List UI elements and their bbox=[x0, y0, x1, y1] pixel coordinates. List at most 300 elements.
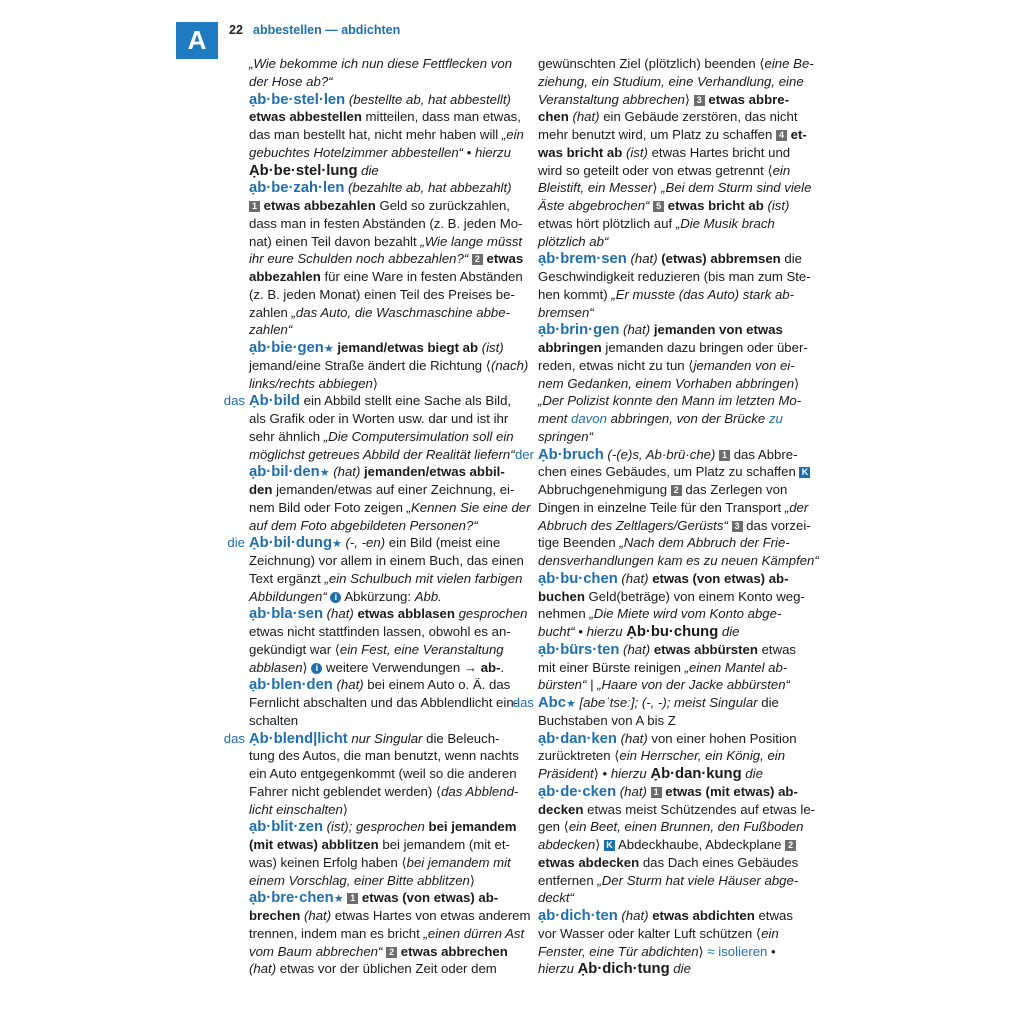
text-run: jemand/eine Straße ändert die Richtung ⟨ bbox=[249, 357, 491, 373]
italic-text: (-, -en) bbox=[341, 535, 386, 551]
italic-text: die bbox=[718, 624, 740, 639]
text-run: ⟩ bbox=[684, 91, 694, 107]
text-line bbox=[249, 428, 514, 446]
text-run: Abbruchgenehmigung bbox=[538, 482, 671, 497]
text-line bbox=[249, 517, 507, 535]
italic-text: „Die Miete wird vom Konto abge- bbox=[589, 606, 782, 622]
text-run: vor Wasser oder kalter Luft schützen ⟨ bbox=[538, 925, 762, 941]
italic-text: abblasen bbox=[249, 659, 303, 675]
text-run: das vorzei- bbox=[742, 517, 811, 533]
sense-number: 2 bbox=[671, 485, 682, 496]
italic-text: links/rechts abbiegen bbox=[249, 375, 373, 391]
text-line bbox=[249, 943, 507, 961]
text-run: was) keinen Erfolg haben ⟨ bbox=[249, 854, 407, 870]
page-number: 22 bbox=[229, 23, 243, 37]
italic-text: bürsten“ | „Haare von der Jacke abbürsten“ bbox=[538, 677, 790, 693]
text-run: ⟩ bbox=[595, 837, 605, 852]
bold-phrase: abbringen bbox=[538, 340, 602, 355]
text-run: die bbox=[757, 695, 779, 710]
text-run: etwas hört plötzlich auf bbox=[538, 215, 676, 231]
bold-phrase: (mit etwas) abblitzen bbox=[249, 837, 379, 852]
text-line bbox=[249, 641, 507, 659]
text-line bbox=[249, 960, 507, 978]
italic-text: „Wie bekomme ich nun diese Fettflecken von bbox=[249, 56, 513, 71]
italic-text: „der bbox=[784, 499, 809, 515]
bold-phrase: etwas (von etwas) ab- bbox=[648, 570, 789, 586]
text-run: • bbox=[574, 624, 587, 639]
text-line bbox=[249, 676, 511, 694]
text-line bbox=[538, 872, 799, 890]
text-line bbox=[538, 233, 786, 251]
text-run: (z. B. jeden Monat) einen Teil des Preises be- bbox=[249, 286, 515, 302]
text-line bbox=[249, 623, 511, 641]
italic-text: die bbox=[741, 766, 763, 781]
star-icon: ★ bbox=[323, 343, 334, 355]
text-line bbox=[538, 126, 807, 144]
text-run: gewünschten Ziel (plötzlich) beenden ⟨ bbox=[538, 56, 765, 71]
italic-text: (hat) bbox=[619, 322, 651, 338]
text-run: reden, etwas nicht zu tun ⟨ bbox=[538, 357, 694, 373]
italic-text: „Die Computersimulation soll ein bbox=[323, 428, 514, 444]
text-line bbox=[538, 463, 809, 481]
star-icon: ★ bbox=[333, 893, 344, 906]
text-line bbox=[538, 943, 786, 961]
text-run: Buchstaben von A bis Z bbox=[538, 712, 676, 728]
italic-text: ein Fest, eine Veranstaltung bbox=[339, 641, 504, 657]
text-run: mitteilen, dass man etwas, bbox=[361, 109, 521, 125]
text-run: Geschwindigkeit reduzieren (bis man zum Ste- bbox=[538, 269, 811, 284]
italic-text: vom Baum abbrechen“ bbox=[249, 943, 383, 959]
italic-text: „das Auto, die Waschmaschine abbe- bbox=[291, 304, 510, 320]
text-run: etwas bbox=[754, 908, 793, 923]
sense-number: 1 bbox=[347, 893, 358, 904]
text-line bbox=[538, 659, 786, 677]
text-run: entfernen bbox=[538, 872, 598, 888]
text-line bbox=[538, 215, 786, 233]
italic-text: Abbildungen“ bbox=[249, 588, 327, 604]
sense-number: 2 bbox=[472, 254, 483, 265]
bold-phrase: jemand/etwas biegt ab bbox=[333, 340, 479, 355]
text-run: ⟩ • bbox=[593, 766, 611, 781]
italic-text: „Nach dem Abbruch der Frie- bbox=[619, 535, 790, 551]
italic-text: die bbox=[669, 961, 691, 977]
text-run: ein Auto entgegenkommt (weil so die anderen bbox=[249, 766, 517, 781]
italic-text: bei jemandem mit bbox=[406, 854, 511, 870]
italic-text: zahlen“ bbox=[249, 322, 293, 338]
text-line bbox=[249, 747, 519, 765]
italic-text: jemanden von ei- bbox=[693, 357, 795, 373]
italic-text: nur Singular bbox=[347, 730, 423, 746]
text-line bbox=[249, 694, 519, 712]
text-run: nem Bild oder Foto zeigen bbox=[249, 499, 407, 515]
alphabet-tab: A bbox=[176, 22, 218, 59]
text-line bbox=[538, 55, 814, 73]
text-line bbox=[538, 339, 808, 357]
headword: ạb·dan·ken bbox=[538, 730, 617, 747]
text-line bbox=[538, 889, 786, 907]
bold-phrase: (etwas) abbremsen bbox=[657, 251, 781, 267]
text-line bbox=[538, 357, 795, 375]
italic-text: (hat) bbox=[568, 109, 600, 125]
text-run: tung des Autos, die man benutzt, wenn nachts bbox=[249, 748, 519, 764]
article: die bbox=[227, 535, 245, 551]
text-line bbox=[249, 872, 507, 890]
text-line bbox=[249, 197, 510, 215]
derived-headword: Ạb·be·stel·lung bbox=[249, 162, 358, 179]
bold-phrase: abbezahlen bbox=[249, 269, 321, 284]
text-line bbox=[249, 126, 524, 144]
italic-text: ein bbox=[772, 162, 791, 178]
italic-text: eine Be- bbox=[764, 56, 814, 71]
text-run: nat) einen Teil davon bezahlt bbox=[249, 233, 421, 249]
bold-phrase: den bbox=[249, 482, 273, 497]
italic-text: Abb. bbox=[414, 588, 442, 604]
text-line bbox=[249, 268, 523, 286]
italic-text: (hat) bbox=[323, 606, 354, 622]
text-run: Geld(beträge) von einem Konto weg- bbox=[584, 588, 805, 604]
right-column bbox=[512, 55, 819, 978]
text-line bbox=[249, 321, 507, 339]
italic-text: die bbox=[357, 162, 379, 178]
headword: ạb·brem·sen bbox=[538, 251, 627, 268]
italic-text: hierzu bbox=[586, 624, 627, 639]
italic-text: (bezahlte ab, hat abbezahlt) bbox=[344, 180, 512, 196]
headword: ạb·bre·chen bbox=[249, 890, 334, 907]
bold-phrase: etwas abblasen bbox=[353, 606, 455, 622]
bold-phrase: et- bbox=[786, 127, 807, 142]
article: das bbox=[223, 730, 245, 746]
text-line bbox=[538, 730, 797, 748]
derived-headword: Ạb·bu·chung bbox=[626, 624, 719, 640]
italic-text: bucht“ bbox=[538, 624, 575, 639]
italic-text: „ein Schulbuch mit vielen farbigen bbox=[324, 570, 523, 586]
text-line bbox=[249, 907, 531, 925]
text-run: das man bestellt hat, nicht mehr haben will bbox=[249, 127, 502, 142]
text-run: Abdeckhaube, Abdeckplane bbox=[615, 837, 786, 852]
italic-text: (-(e)s, Ab·brü·che) bbox=[603, 446, 716, 462]
text-line bbox=[538, 179, 812, 197]
text-line bbox=[538, 925, 786, 943]
text-line bbox=[538, 517, 811, 535]
italic-text: „Er musste (das Auto) stark ab- bbox=[611, 286, 795, 302]
text-line bbox=[249, 357, 529, 375]
text-line bbox=[249, 765, 517, 783]
text-line bbox=[538, 91, 789, 109]
bold-phrase: etwas bricht ab bbox=[664, 198, 764, 213]
text-line bbox=[249, 499, 531, 517]
italic-text: (nach) bbox=[490, 357, 529, 373]
text-line bbox=[249, 889, 507, 907]
italic-text: „einen dürren Ast bbox=[423, 925, 525, 941]
text-line bbox=[249, 446, 515, 464]
text-line bbox=[249, 854, 511, 872]
text-run: ⟩ bbox=[794, 375, 800, 391]
text-run: bei jemandem (mit et- bbox=[378, 837, 510, 852]
italic-text: ment bbox=[538, 411, 571, 426]
italic-text: „Die Musik brach bbox=[675, 215, 775, 231]
text-line bbox=[227, 534, 507, 552]
italic-text: ziehung, ein Studium, eine Verhandlung, eine bbox=[538, 73, 804, 89]
text-line bbox=[538, 428, 786, 446]
text-run: ⟩ bbox=[302, 659, 312, 675]
text-line bbox=[249, 286, 515, 304]
text-run: ⟩ bbox=[698, 943, 708, 959]
derived-headword: Ạb·dich·tung bbox=[577, 961, 670, 978]
text-line bbox=[223, 392, 512, 410]
text-run: das Abbre- bbox=[730, 446, 798, 462]
bold-phrase: etwas abdichten bbox=[648, 908, 755, 923]
text-run: das Dach eines Gebäudes bbox=[639, 854, 799, 870]
sense-number: 3 bbox=[732, 521, 743, 532]
headword: ạb·brin·gen bbox=[538, 322, 620, 339]
bold-phrase: etwas (von etwas) ab- bbox=[358, 890, 499, 906]
text-run: nehmen bbox=[538, 606, 590, 622]
text-run: ein Abbild stellt eine Sache als Bild, bbox=[299, 393, 512, 409]
text-line bbox=[538, 250, 802, 268]
text-line bbox=[249, 91, 511, 109]
text-line bbox=[538, 605, 786, 623]
bold-phrase: etwas abbezahlen bbox=[260, 198, 376, 213]
italic-text: „ein bbox=[501, 127, 524, 142]
bold-phrase: ab- bbox=[480, 659, 501, 675]
text-run: • bbox=[463, 144, 475, 160]
article: das bbox=[223, 393, 245, 409]
text-run: ⟩ bbox=[342, 801, 348, 817]
italic-text: bremsen“ bbox=[538, 304, 594, 320]
headword: ạb·be·zah·len bbox=[249, 180, 345, 197]
article: der bbox=[514, 446, 534, 462]
text-run: etwas nicht stattfinden lassen, obwohl es an- bbox=[249, 624, 511, 639]
text-run: als Grafik oder in Worten usw. dar und ist ihr bbox=[249, 411, 509, 426]
italic-text: Abbruch des Zeltlagers/Gerüsts“ bbox=[538, 517, 728, 533]
italic-text: [abeˈtseː]; (-, -); meist Singular bbox=[575, 695, 758, 710]
text-line bbox=[538, 836, 794, 854]
compound-marker: K bbox=[799, 467, 810, 478]
text-run: gekündigt war ⟨ bbox=[249, 641, 340, 657]
text-run: bei einem Auto o. Ä. das bbox=[363, 677, 511, 693]
text-run: ⟩ bbox=[652, 180, 662, 196]
star-icon: ★ bbox=[319, 467, 330, 480]
info-icon: i bbox=[330, 592, 341, 603]
text-run: chen eines Gebäudes, um Platz zu schaffen bbox=[538, 464, 800, 480]
text-line bbox=[249, 375, 507, 393]
bold-phrase: etwas (mit etwas) ab- bbox=[661, 783, 798, 799]
text-run: jemanden/etwas auf einer Zeichnung, ei- bbox=[272, 482, 515, 497]
text-run: etwas vor der üblichen Zeit oder dem bbox=[276, 961, 497, 977]
text-line bbox=[249, 659, 507, 677]
italic-text: „einen Mantel ab- bbox=[684, 659, 788, 675]
bold-phrase: etwas abdecken bbox=[538, 854, 640, 870]
italic-text: (hat) bbox=[249, 961, 277, 977]
text-line bbox=[538, 481, 786, 499]
text-run: gen ⟨ bbox=[538, 819, 569, 835]
italic-text: das Abblend- bbox=[441, 783, 519, 799]
italic-text: (ist) bbox=[622, 144, 648, 160]
text-line bbox=[249, 55, 513, 73]
text-run: hen kommt) bbox=[538, 286, 612, 302]
bold-phrase: etwas bbox=[482, 251, 524, 267]
text-line bbox=[249, 410, 507, 428]
italic-text: gebuchtes Hotelzimmer abbestellen“ bbox=[249, 144, 464, 160]
text-run: ein Gebäude zerstören, das nicht bbox=[599, 109, 798, 125]
text-run: . bbox=[500, 659, 505, 675]
italic-text: „Der Polizist konnte den Mann im letzten Mo- bbox=[538, 393, 802, 409]
text-line bbox=[538, 499, 809, 517]
text-line bbox=[538, 641, 797, 659]
text-line bbox=[249, 570, 523, 588]
text-run: mehr benutzt wird, um Platz zu schaffen bbox=[538, 127, 776, 142]
left-column bbox=[223, 55, 531, 978]
italic-text: (hat) bbox=[616, 730, 648, 746]
headword: ạb·blen·den bbox=[249, 677, 333, 694]
text-run: die bbox=[780, 251, 802, 267]
italic-text: (hat) bbox=[329, 464, 361, 480]
headword: ạb·bil·den bbox=[249, 464, 320, 481]
text-line bbox=[538, 321, 786, 339]
text-run: Fernlicht abschalten und das Abblendlicht ein- bbox=[249, 695, 519, 710]
running-head: abbestellen — abdichten bbox=[253, 23, 401, 37]
italic-text: densverhandlungen kam es zu neuen Kämpfen“ bbox=[538, 553, 819, 568]
sense-number: 4 bbox=[776, 130, 787, 141]
headword: Ạb·bruch bbox=[538, 446, 604, 463]
sense-number: 2 bbox=[785, 840, 796, 851]
text-line bbox=[249, 481, 515, 499]
headword: ạb·bie·gen bbox=[249, 340, 324, 356]
italic-text: (ist) bbox=[763, 198, 790, 213]
bold-phrase: jemanden/etwas abbil- bbox=[360, 464, 505, 480]
text-run: Text ergänzt bbox=[249, 570, 325, 586]
italic-text: plötzlich ab“ bbox=[538, 233, 609, 249]
headword: ạb·bu·chen bbox=[538, 570, 618, 587]
italic-text: (hat) bbox=[626, 251, 658, 267]
bold-phrase: etwas abbürsten bbox=[650, 641, 758, 657]
text-line bbox=[249, 233, 523, 251]
italic-text: hierzu bbox=[610, 766, 651, 781]
italic-text: „Wie lange müsst bbox=[420, 233, 523, 249]
text-line bbox=[538, 588, 805, 606]
bold-phrase: decken bbox=[538, 801, 584, 817]
bold-phrase: etwas abbrechen bbox=[397, 943, 508, 959]
headword: ạb·blit·zen bbox=[249, 819, 323, 836]
text-run: etwas Hartes von etwas anderem bbox=[331, 908, 531, 923]
text-line bbox=[538, 268, 811, 286]
text-run: Geld so zurückzahlen, bbox=[375, 198, 510, 213]
text-run: mit einer Bürste reinigen bbox=[538, 659, 685, 675]
italic-text: ihr eure Schulden noch abbezahlen?“ bbox=[249, 251, 469, 267]
italic-text: (bestellte ab, hat abbestellt) bbox=[345, 91, 511, 107]
text-run: wird so geteilt oder von etwas getrennt ⟨ bbox=[538, 162, 773, 178]
text-line bbox=[538, 623, 786, 641]
text-run: für eine Ware in festen Abständen bbox=[320, 269, 523, 284]
bold-phrase: was bricht ab bbox=[538, 144, 623, 160]
text-line bbox=[538, 765, 786, 783]
sense-number: 1 bbox=[719, 450, 730, 461]
italic-text: „Der Sturm hat viele Häuser abge- bbox=[597, 872, 799, 888]
text-line bbox=[538, 747, 786, 765]
sense-number: 3 bbox=[694, 95, 705, 106]
headword: ạb·dich·ten bbox=[538, 908, 618, 924]
headword: ạb·bla·sen bbox=[249, 606, 323, 623]
text-line bbox=[538, 304, 786, 322]
text-line bbox=[249, 108, 521, 126]
bold-phrase: bei jemandem bbox=[424, 819, 517, 835]
text-run: weitere Verwendungen → bbox=[322, 659, 481, 675]
text-line bbox=[249, 605, 528, 623]
text-line bbox=[538, 712, 786, 730]
text-run: zahlen bbox=[249, 304, 292, 320]
text-line bbox=[249, 339, 507, 357]
text-line bbox=[538, 410, 786, 428]
italic-text: (hat) bbox=[617, 570, 649, 586]
text-run: Fahrer nicht geblendet werden) ⟨ bbox=[249, 783, 442, 799]
derived-headword: Ạb·dan·kung bbox=[650, 766, 742, 782]
italic-text: (hat) bbox=[300, 908, 332, 923]
text-line bbox=[538, 73, 804, 91]
italic-text: Veranstaltung abbrechen bbox=[538, 91, 685, 107]
text-line bbox=[538, 907, 793, 925]
bold-phrase: buchen bbox=[538, 588, 585, 604]
bold-phrase: chen bbox=[538, 109, 569, 125]
article: das bbox=[512, 695, 534, 710]
text-line bbox=[249, 215, 523, 233]
italic-text: Äste abgebrochen“ bbox=[538, 198, 650, 213]
text-line bbox=[249, 925, 525, 943]
text-line bbox=[249, 73, 507, 91]
headword: ạb·de·cken bbox=[538, 783, 617, 800]
italic-text: ein Beet, einen Brunnen, den Fußboden bbox=[568, 819, 804, 835]
cross-reference: zu bbox=[768, 411, 783, 426]
headword: Abc bbox=[538, 695, 566, 711]
italic-text: (hat) bbox=[619, 641, 651, 657]
text-run: Abkürzung: bbox=[341, 588, 415, 604]
text-line bbox=[249, 712, 507, 730]
text-run: ⟩ bbox=[372, 375, 379, 391]
italic-text: Fenster, eine Tür abdichten bbox=[538, 943, 699, 959]
text-line bbox=[538, 783, 798, 801]
text-line bbox=[538, 197, 790, 215]
text-line bbox=[538, 392, 802, 410]
italic-text: der Hose ab?“ bbox=[249, 73, 333, 89]
text-line bbox=[249, 552, 524, 570]
info-icon: i bbox=[311, 663, 322, 674]
text-line bbox=[538, 144, 791, 162]
text-run: Zeichnung) vor allem in einem Buch, das einen bbox=[249, 553, 524, 568]
headword: Ạb·blend|licht bbox=[249, 730, 348, 747]
italic-text: nem Gedanken, einem Vorhaben abbringen bbox=[538, 375, 795, 391]
text-run: trennen, indem man es bricht bbox=[249, 925, 424, 941]
text-run: • bbox=[767, 943, 776, 959]
text-line bbox=[249, 179, 512, 197]
sense-number: 1 bbox=[651, 787, 662, 798]
text-run: sehr ähnlich bbox=[249, 428, 324, 444]
text-line bbox=[249, 588, 507, 606]
italic-text: Präsident bbox=[538, 766, 594, 781]
text-line bbox=[514, 446, 798, 464]
text-line bbox=[538, 162, 791, 180]
italic-text: hierzu bbox=[475, 144, 511, 160]
bold-phrase: brechen bbox=[249, 908, 301, 923]
text-line bbox=[538, 818, 804, 836]
headword: ạb·bürs·ten bbox=[538, 641, 620, 658]
text-run: etwas meist Schützendes auf etwas le- bbox=[583, 801, 816, 817]
italic-text: (ist) bbox=[478, 340, 504, 355]
headword: ạb·be·stel·len bbox=[249, 91, 346, 108]
text-run: ein Bild (meist eine bbox=[385, 535, 501, 551]
text-line bbox=[249, 801, 507, 819]
italic-text: springen“ bbox=[538, 428, 593, 444]
sense-number: 1 bbox=[249, 201, 260, 212]
italic-text: deckt“ bbox=[538, 890, 574, 906]
